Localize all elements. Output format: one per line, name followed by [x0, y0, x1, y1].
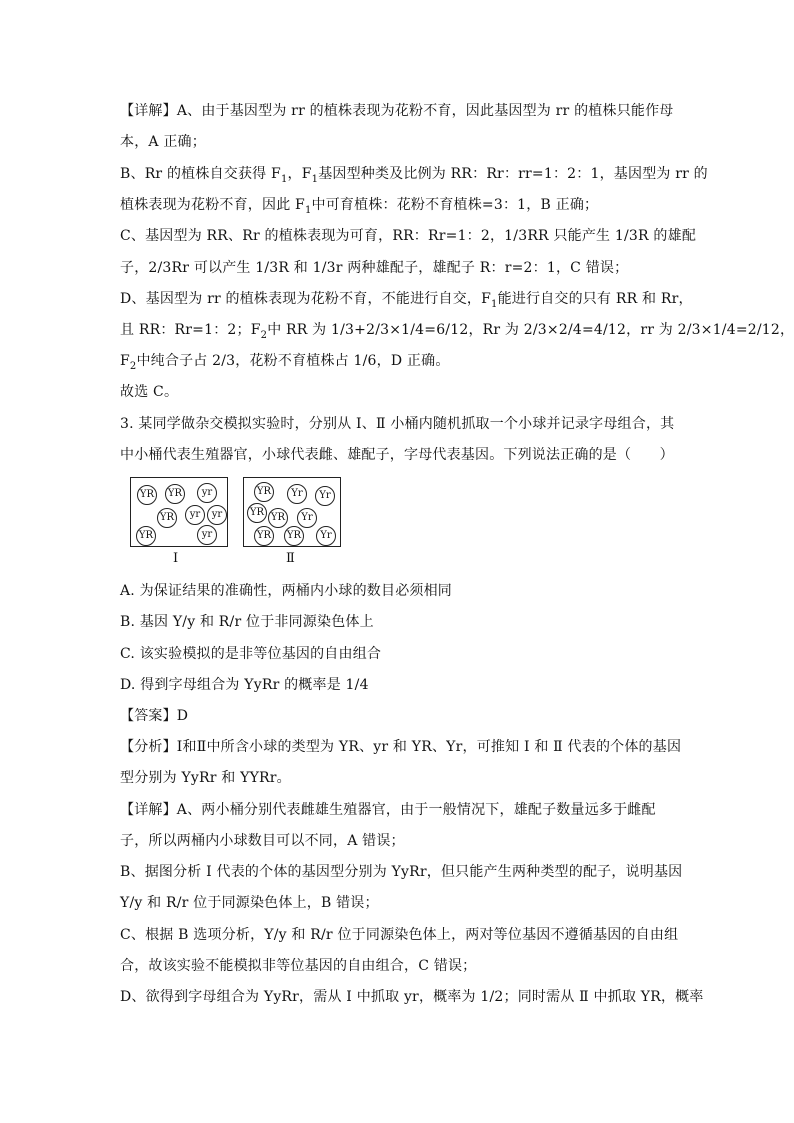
ball: YR	[268, 508, 288, 528]
ball: yr	[185, 505, 205, 525]
ball: YR	[157, 508, 177, 528]
ball: Yr	[287, 484, 307, 504]
q3-detail-d-line1: D、欲得到字母组合为 YyRr，需从 Ⅰ 中抓取 yr，概率为 1/2；同时需从 Ⅱ 中抓取 YR，概率	[120, 989, 704, 1005]
ball: YR	[165, 484, 185, 504]
ball: Yr	[297, 508, 317, 528]
option-b: B. 基因 Y/y 和 R/r 位于非同源染色体上	[120, 614, 374, 630]
q3-stem-line2: 中小桶代表生殖器官，小球代表雌、雄配子，字母代表基因。下列说法正确的是（ ）	[120, 447, 674, 463]
q3-detail-a-line1: 【详解】A、两小桶分别代表雌雄生殖器官，由于一般情况下，雄配子数量远多于雌配	[120, 802, 656, 818]
choose-answer: 故选 C。	[120, 384, 179, 400]
q3-detail-a-line2: 子，所以两桶内小球数目可以不同，A 错误；	[120, 833, 405, 849]
detail-c-line2: 子，2/3Rr 可以产生 1/3R 和 1/3r 两种雄配子，雄配子 R：r=2：1，C 错误；	[120, 260, 629, 276]
ball: YR	[254, 526, 274, 546]
ball: YR	[247, 503, 267, 523]
q3-detail-b-line2: Y/y 和 R/r 位于同源染色体上，B 错误；	[120, 895, 379, 911]
bucket-1	[130, 477, 228, 547]
detail-b-line2: 植株表现为花粉不育，因此 $F_1$中可育植株：花粉不育植株=3：1，B 正确；	[120, 197, 599, 216]
detail-a-line2: 本，A 正确；	[120, 134, 206, 150]
ball: YR	[254, 482, 274, 502]
q3-detail-c-line1: C、根据 B 选项分析，Y/y 和 R/r 位于同源染色体上，两对等位基因不遵循基因的自由组	[120, 927, 679, 943]
detail-c-line1: C、基因型为 RR、Rr 的植株表现为可育，RR：Rr=1：2，1/3RR 只能产生 1/3R 的雄配	[120, 228, 697, 244]
option-c: C. 该实验模拟的是非等位基因的自由组合	[120, 646, 382, 662]
detail-d-line2: 且 RR：Rr=1：2；$F_2$中 RR 为 1/3+2/3×1/4=6/12，Rr 为 2/3×2/4=4/12，rr 为 2/3×1/4=2/12，	[120, 322, 794, 341]
ball: yr	[197, 483, 217, 503]
option-d: D. 得到字母组合为 YyRr 的概率是 1/4	[120, 677, 369, 693]
bucket-2-label: Ⅱ	[286, 551, 295, 566]
ball: YR	[137, 485, 157, 505]
answer-line: 【答案】D	[120, 708, 189, 724]
q3-detail-c-line2: 合，故该实验不能模拟非等位基因的自由组合，C 错误；	[120, 958, 477, 974]
q3-stem-line1: 3. 某同学做杂交模拟实验时，分别从 Ⅰ、Ⅱ 小桶内随机抓取一个小球并记录字母组合，其	[120, 416, 675, 432]
ball: YR	[136, 526, 156, 546]
option-a: A. 为保证结果的准确性，两桶内小球的数目必须相同	[120, 583, 453, 599]
detail-a-text: A、由于基因型为 rr 的植株表现为花粉不育，因此基因型为 rr 的植株只能作母	[176, 103, 674, 119]
ball: Yr	[315, 486, 335, 506]
ball: yr	[207, 505, 227, 525]
detail-d-line1: D、基因型为 rr 的植株表现为花粉不育，不能进行自交，$F_1$能进行自交的只有 RR 和 Rr，	[120, 291, 693, 310]
bucket-1-label: Ⅰ	[173, 551, 179, 566]
bucket-figure	[128, 477, 350, 569]
bucket-2	[243, 477, 341, 547]
detail-label: 【详解】	[120, 103, 177, 119]
q3-detail-b-line1: B、据图分析 Ⅰ 代表的个体的基因型分别为 YyRr，但只能产生两种类型的配子，说明基因	[120, 864, 683, 880]
analysis-line2: 型分别为 YyRr 和 YYRr。	[120, 770, 291, 786]
detail-d-line3: $F_2$中纯合子占 2/3，花粉不育植株占 1/6，D 正确。	[120, 353, 450, 372]
ball: Yr	[316, 526, 336, 546]
analysis-line1: 【分析】Ⅰ和Ⅱ中所含小球的类型为 YR、yr 和 YR、Yr，可推知 Ⅰ 和 Ⅱ 代表的个体的基因	[120, 739, 682, 755]
detail-b-line1: B、Rr 的植株自交获得 $F_1$，$F_1$基因型种类及比例为 RR：Rr：rr=1：2：1，基因型为 rr 的	[120, 166, 708, 185]
detail-a-line1	[120, 101, 674, 121]
ball: YR	[284, 526, 304, 546]
ball: yr	[197, 525, 217, 545]
